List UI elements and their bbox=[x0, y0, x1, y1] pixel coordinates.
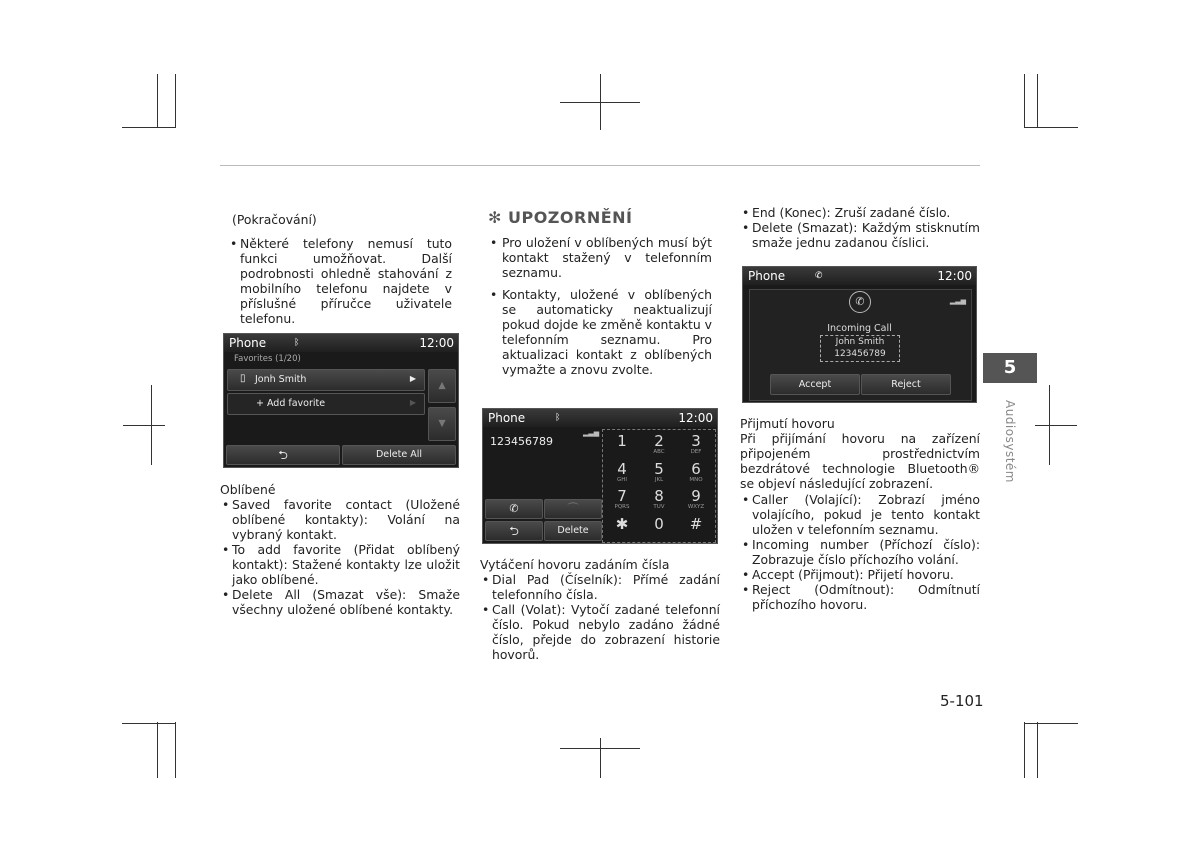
keypad-key[interactable] bbox=[679, 488, 713, 514]
caller-number: 123456789 bbox=[834, 349, 886, 359]
keypad-key[interactable] bbox=[605, 488, 639, 514]
back-button[interactable]: ⮌ bbox=[226, 445, 340, 465]
back-button[interactable]: ⮌ bbox=[485, 521, 543, 541]
call-button[interactable]: ✆ bbox=[485, 499, 543, 519]
key-digit: ✱ bbox=[615, 514, 629, 533]
list-item: • Kontakty, uložené v oblíbených se automaticky neaktualizují pokud dojde ke změně kontaktu v telefonním seznamu. Pro aktualizaci kontakt z oblíbených vymažte a znovu zvolte. bbox=[488, 287, 712, 377]
crop-mark bbox=[1024, 127, 1078, 128]
phone-icon: ▯ bbox=[240, 373, 246, 384]
play-icon: ▶ bbox=[409, 398, 416, 407]
add-favorite-button[interactable] bbox=[227, 393, 425, 415]
key-digit: 0 bbox=[654, 514, 664, 533]
key-digit: 7 bbox=[617, 487, 627, 505]
list-item: • Caller (Volající): Zobrazí jméno volajícího, pokud je tento kontakt uložen v telefonním seznamu. bbox=[740, 492, 980, 537]
key-letters: ABC bbox=[653, 449, 665, 455]
key-letters: JKL bbox=[654, 476, 664, 483]
key-digit: 1 bbox=[617, 432, 627, 450]
crop-mark bbox=[1037, 74, 1038, 128]
keypad-key[interactable] bbox=[679, 516, 713, 542]
crop-mark bbox=[560, 102, 640, 103]
accept-button[interactable]: Accept bbox=[770, 374, 860, 395]
list-item: • Reject (Odmítnout): Odmítnutí příchozího hovoru. bbox=[740, 582, 980, 612]
screen-title: Phone bbox=[748, 269, 786, 283]
list-item: • Saved favorite contact (Uložené oblíbené kontakty): Volání na vybraný kontakt. bbox=[220, 497, 460, 542]
phone-circle-icon: ✆ bbox=[849, 291, 871, 313]
bluetooth-icon: ᛒ bbox=[555, 413, 561, 423]
key-digit: 5 bbox=[654, 459, 664, 478]
crop-mark bbox=[175, 74, 176, 128]
crop-mark bbox=[122, 723, 176, 724]
keypad-key[interactable] bbox=[679, 433, 713, 459]
column-1 bbox=[228, 212, 452, 326]
crop-mark bbox=[157, 722, 158, 778]
key-digit: 4 bbox=[617, 459, 627, 478]
key-letters: PQRS bbox=[614, 504, 630, 510]
crop-mark bbox=[175, 722, 176, 778]
key-digit: # bbox=[689, 514, 703, 533]
crop-mark bbox=[1037, 722, 1038, 778]
screen-title: Phone bbox=[488, 411, 526, 425]
crop-mark bbox=[123, 425, 165, 426]
key-digit: 3 bbox=[691, 432, 701, 450]
crop-mark bbox=[1024, 74, 1025, 128]
key-letters: DEF bbox=[690, 449, 702, 455]
key-digit: 9 bbox=[691, 487, 701, 505]
list-item: • Delete (Smazat): Každým stisknutím smaže jednu zadanou číslici. bbox=[740, 220, 980, 250]
scroll-down-button[interactable]: ▼ bbox=[428, 407, 456, 441]
list-item: • Delete All (Smazat vše): Smaže všechny uložené oblíbené kontakty. bbox=[220, 587, 460, 617]
column-2 bbox=[488, 210, 712, 377]
dialed-number: 123456789 bbox=[490, 435, 553, 448]
phone-icon: ✆ bbox=[815, 271, 823, 281]
column-3 bbox=[740, 205, 980, 250]
scroll-up-button[interactable]: ▲ bbox=[428, 369, 456, 403]
chapter-tab: 5 bbox=[983, 353, 1037, 383]
header-rule bbox=[220, 165, 980, 166]
crop-mark bbox=[600, 738, 601, 778]
crop-mark bbox=[1035, 425, 1077, 426]
add-favorite-label: + Add favorite bbox=[256, 398, 326, 409]
favorites-heading: Oblíbené bbox=[220, 482, 276, 497]
play-icon: ▶ bbox=[409, 374, 416, 383]
crop-mark bbox=[1024, 723, 1078, 724]
dial-heading: Vytáčení hovoru zadáním čísla bbox=[480, 557, 670, 572]
end-button[interactable]: ⌒ bbox=[544, 499, 602, 519]
continued-label: (Pokračování) bbox=[232, 212, 317, 227]
keypad-key[interactable] bbox=[642, 433, 676, 459]
keypad bbox=[602, 429, 716, 543]
screen-time: 12:00 bbox=[678, 411, 713, 425]
bluetooth-icon: ᛒ bbox=[294, 338, 300, 348]
incoming-paragraph: Při přijímání hovoru na zařízení připojeném prostřednictvím bezdrátové technologie Bluetooth® se objeví následující zobrazení. bbox=[740, 431, 980, 491]
crop-mark bbox=[157, 74, 158, 128]
screen-topbar bbox=[743, 267, 976, 285]
key-digit: 8 bbox=[654, 487, 664, 505]
key-digit: 2 bbox=[654, 432, 664, 450]
screen-topbar bbox=[224, 334, 458, 352]
favorite-contact-button[interactable] bbox=[227, 369, 425, 391]
incoming-call-screen bbox=[742, 266, 977, 403]
key-letters: GHI bbox=[616, 476, 628, 483]
favorites-count: Favorites (1/20) bbox=[234, 354, 301, 364]
screen-time: 12:00 bbox=[419, 336, 454, 350]
incoming-call-label: Incoming Call bbox=[827, 323, 892, 334]
page-number: 5-101 bbox=[940, 692, 984, 710]
list-item: • Incoming number (Příchozí číslo): Zobrazuje číslo příchozího volání. bbox=[740, 537, 980, 567]
caller-box bbox=[820, 335, 900, 362]
keypad-key[interactable] bbox=[605, 516, 639, 542]
screen-title: Phone bbox=[229, 336, 267, 350]
incoming-section bbox=[740, 416, 980, 612]
contact-name: Jonh Smith bbox=[255, 374, 307, 385]
screen-topbar bbox=[483, 409, 717, 427]
caution-heading: ✻ UPOZORNĚNÍ bbox=[488, 208, 633, 227]
caller-name: John Smith bbox=[835, 337, 885, 347]
list-item: • Dial Pad (Číselník): Přímé zadání telefonního čísla. bbox=[480, 572, 720, 602]
crop-mark bbox=[122, 127, 176, 128]
list-item: • Call (Volat): Vytočí zadané telefonní číslo. Pokud nebylo zadáno žádné číslo, přejde do zobrazení historie hovorů. bbox=[480, 602, 720, 662]
keypad-key[interactable] bbox=[605, 433, 639, 459]
delete-button[interactable]: Delete bbox=[544, 521, 602, 541]
list-item: • Accept (Přijmout): Přijetí hovoru. bbox=[740, 567, 980, 582]
keypad-key[interactable] bbox=[642, 461, 676, 487]
key-digit: 6 bbox=[691, 459, 701, 478]
reject-button[interactable]: Reject bbox=[861, 374, 951, 395]
favorites-screen bbox=[223, 333, 459, 468]
delete-all-button[interactable]: Delete All bbox=[342, 445, 456, 465]
crop-mark bbox=[560, 748, 640, 749]
key-letters: TUV bbox=[653, 504, 665, 510]
key-letters: MNO bbox=[689, 476, 703, 483]
keypad-key[interactable] bbox=[642, 516, 676, 542]
keypad-key[interactable] bbox=[605, 461, 639, 487]
screen-time: 12:00 bbox=[937, 269, 972, 283]
signal-icon: ▂▃▅ bbox=[583, 429, 600, 437]
list-item: • To add favorite (Přidat oblíbený kontakt): Stažené kontakty lze uložit jako oblíbené. bbox=[220, 542, 460, 587]
list-item: • End (Konec): Zruší zadané číslo. bbox=[740, 205, 980, 220]
keypad-key[interactable] bbox=[642, 488, 676, 514]
dialpad-screen bbox=[482, 408, 718, 544]
signal-icon: ▂▃▅ bbox=[949, 297, 966, 305]
list-item: • Některé telefony nemusí tuto funkci umožňovat. Další podrobnosti ohledně stahování z mobilního telefonu najdete v příslušné příručce uživatele telefonu. bbox=[228, 236, 452, 326]
dial-section bbox=[480, 557, 720, 662]
incoming-heading: Přijmutí hovoru bbox=[740, 416, 835, 431]
keypad-key[interactable] bbox=[679, 461, 713, 487]
key-letters: WXYZ bbox=[687, 504, 705, 510]
favorites-section bbox=[220, 482, 460, 617]
list-item: • Pro uložení v oblíbených musí být kontakt stažený v telefonním seznamu. bbox=[488, 235, 712, 280]
crop-mark bbox=[1024, 722, 1025, 778]
chapter-label: Audiosystém bbox=[1003, 400, 1017, 483]
